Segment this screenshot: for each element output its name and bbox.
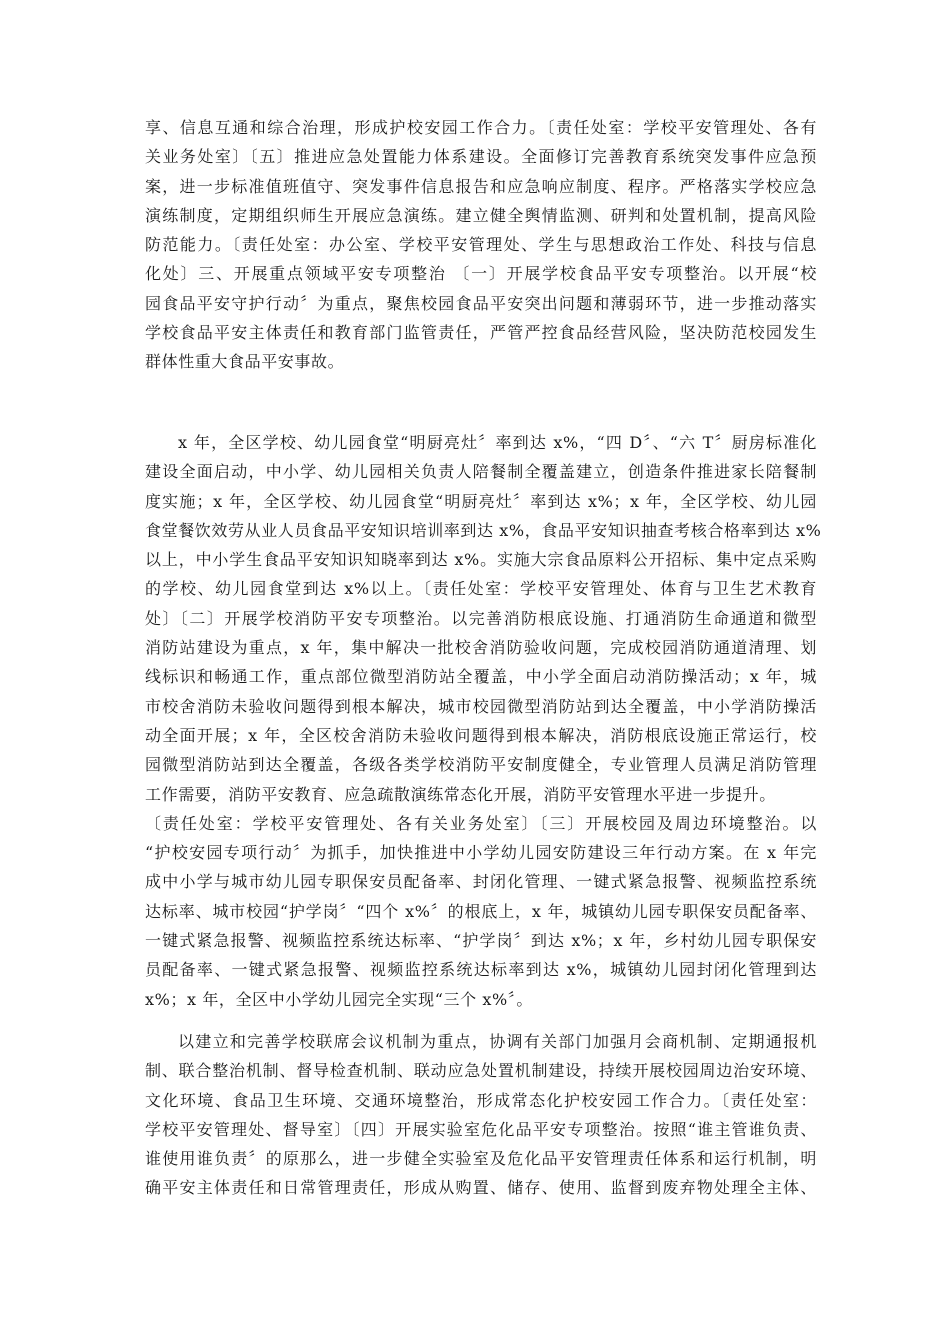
paragraph-1 [145, 113, 817, 377]
text-line: 成中小学与城市幼儿园专职保安员配备率、封闭化管理、一键式紧急报警、视频监控系统 [145, 872, 817, 892]
text-line: 食堂餐饮效劳从业人员食品平安知识培训率到达 x%，食品平安知识抽查考核合格率到达 x% [145, 520, 822, 540]
text-line: 的学校、幼儿园食堂到达 x%以上。〔责任处室：学校平安管理处、体育与卫生艺术教育 [145, 579, 817, 599]
text-line: 制、联合整治机制、督导检查机制、联动应急处置机制建设，持续开展校园周边治安环境、 [145, 1061, 817, 1081]
text-line: 演练制度，定期组织师生开展应急演练。建立健全舆情监测、研判和处置机制，提高风险 [145, 205, 817, 225]
text-line: 线标识和畅通工作，重点部位微型消防站全覆盖，中小学全面启动消防操活动；x 年，城 [145, 667, 817, 687]
text-line: “护校安园专项行动〞为抓手，加快推进中小学幼儿园安防建设三年行动方案。在 x 年完 [145, 843, 817, 863]
text-line: 〔责任处室：学校平安管理处、各有关业务处室〕〔三〕开展校园及周边环境整治。以 [145, 813, 817, 833]
text-line: 文化环境、食品卫生环境、交通环境整治，形成常态化护校安园工作合力。〔责任处室： [145, 1090, 817, 1110]
text-line: 以上，中小学生食品平安知识知晓率到达 x%。实施大宗食品原料公开招标、集中定点采购 [145, 550, 817, 570]
text-line: 学校平安管理处、督导室〕〔四〕开展实验室危化品平安专项整治。按照“谁主管谁负责、 [145, 1119, 817, 1139]
text-line: 员配备率、一键式紧急报警、视频监控系统达标率到达 x%，城镇幼儿园封闭化管理到达 [145, 960, 817, 980]
text-line: 园食品平安守护行动〞为重点，聚焦校园食品平安突出问题和薄弱环节，进一步推动落实 [145, 293, 817, 313]
text-line: 确平安主体责任和日常管理责任，形成从购置、储存、使用、监督到废弃物处理全主体、 [145, 1178, 817, 1198]
paragraph-3 [145, 1027, 817, 1203]
text-line: x 年，全区学校、幼儿园食堂“明厨亮灶〞率到达 x%，“四 D〞、“六 T〞厨房标准化 [178, 433, 817, 452]
text-line: 度实施；x 年，全区学校、幼儿园食堂“明厨亮灶〞率到达 x%；x 年，全区学校、幼儿园 [145, 491, 817, 511]
text-line: 达标率、城市校园“护学岗〞“四个 x%〞的根底上，x 年，城镇幼儿园专职保安员配备率、 [145, 901, 817, 921]
text-line: 关业务处室〕〔五〕推进应急处置能力体系建设。全面修订完善教育系统突发事件应急预 [145, 147, 817, 167]
text-line: 动全面开展；x 年，全区校舍消防未验收问题得到根本解决，消防根底设施正常运行，校 [145, 725, 817, 745]
text-line: 消防站建设为重点，x 年，集中解决一批校舍消防验收问题，完成校园消防通道清理、划 [145, 638, 817, 658]
text-line: 享、信息互通和综合治理，形成护校安园工作合力。〔责任处室：学校平安管理处、各有 [145, 118, 817, 137]
text-line: 工作需要，消防平安教育、应急疏散演练常态化开展，消防平安管理水平进一步提升。 [145, 784, 776, 804]
text-line: 防范能力。〔责任处室：办公室、学校平安管理处、学生与思想政治工作处、科技与信息 [145, 235, 817, 255]
text-line: 学校食品平安主体责任和教育部门监管责任，严管严控食品经营风险，坚决防范校园发生 [145, 323, 817, 343]
text-line: 园微型消防站到达全覆盖，各级各类学校消防平安制度健全，专业管理人员满足消防管理 [145, 755, 817, 775]
text-line: 建设全面启动，中小学、幼儿园相关负责人陪餐制全覆盖建立，创造条件推进家长陪餐制 [145, 462, 817, 482]
text-line: 市校舍消防未验收问题得到根本解决，城市校园微型消防站到达全覆盖，中小学消防操活 [145, 696, 817, 716]
text-line: x%；x 年，全区中小学幼儿园完全实现“三个 x%〞。 [145, 989, 534, 1009]
text-line: 化处〕三、开展重点领域平安专项整治 〔一〕开展学校食品平安专项整治。以开展“校 [145, 264, 817, 284]
text-line: 案，进一步标准值班值守、突发事件信息报告和应急响应制度、程序。严格落实学校应急 [145, 176, 817, 196]
paragraph-2 [145, 428, 822, 1014]
text-line: 群体性重大食品平安事故。 [145, 352, 345, 372]
text-line: 谁使用谁负责〞的原那么，进一步健全实验室及危化品平安管理责任体系和运行机制，明 [145, 1149, 817, 1169]
text-line: 处〕〔二〕开展学校消防平安专项整治。以完善消防根底设施、打通消防生命通道和微型 [145, 608, 817, 628]
text-line: 以建立和完善学校联席会议机制为重点，协调有关部门加强月会商机制、定期通报机 [178, 1032, 817, 1051]
text-line: 一键式紧急报警、视频监控系统达标率、“护学岗〞到达 x%；x 年，乡村幼儿园专职保安 [145, 931, 817, 951]
